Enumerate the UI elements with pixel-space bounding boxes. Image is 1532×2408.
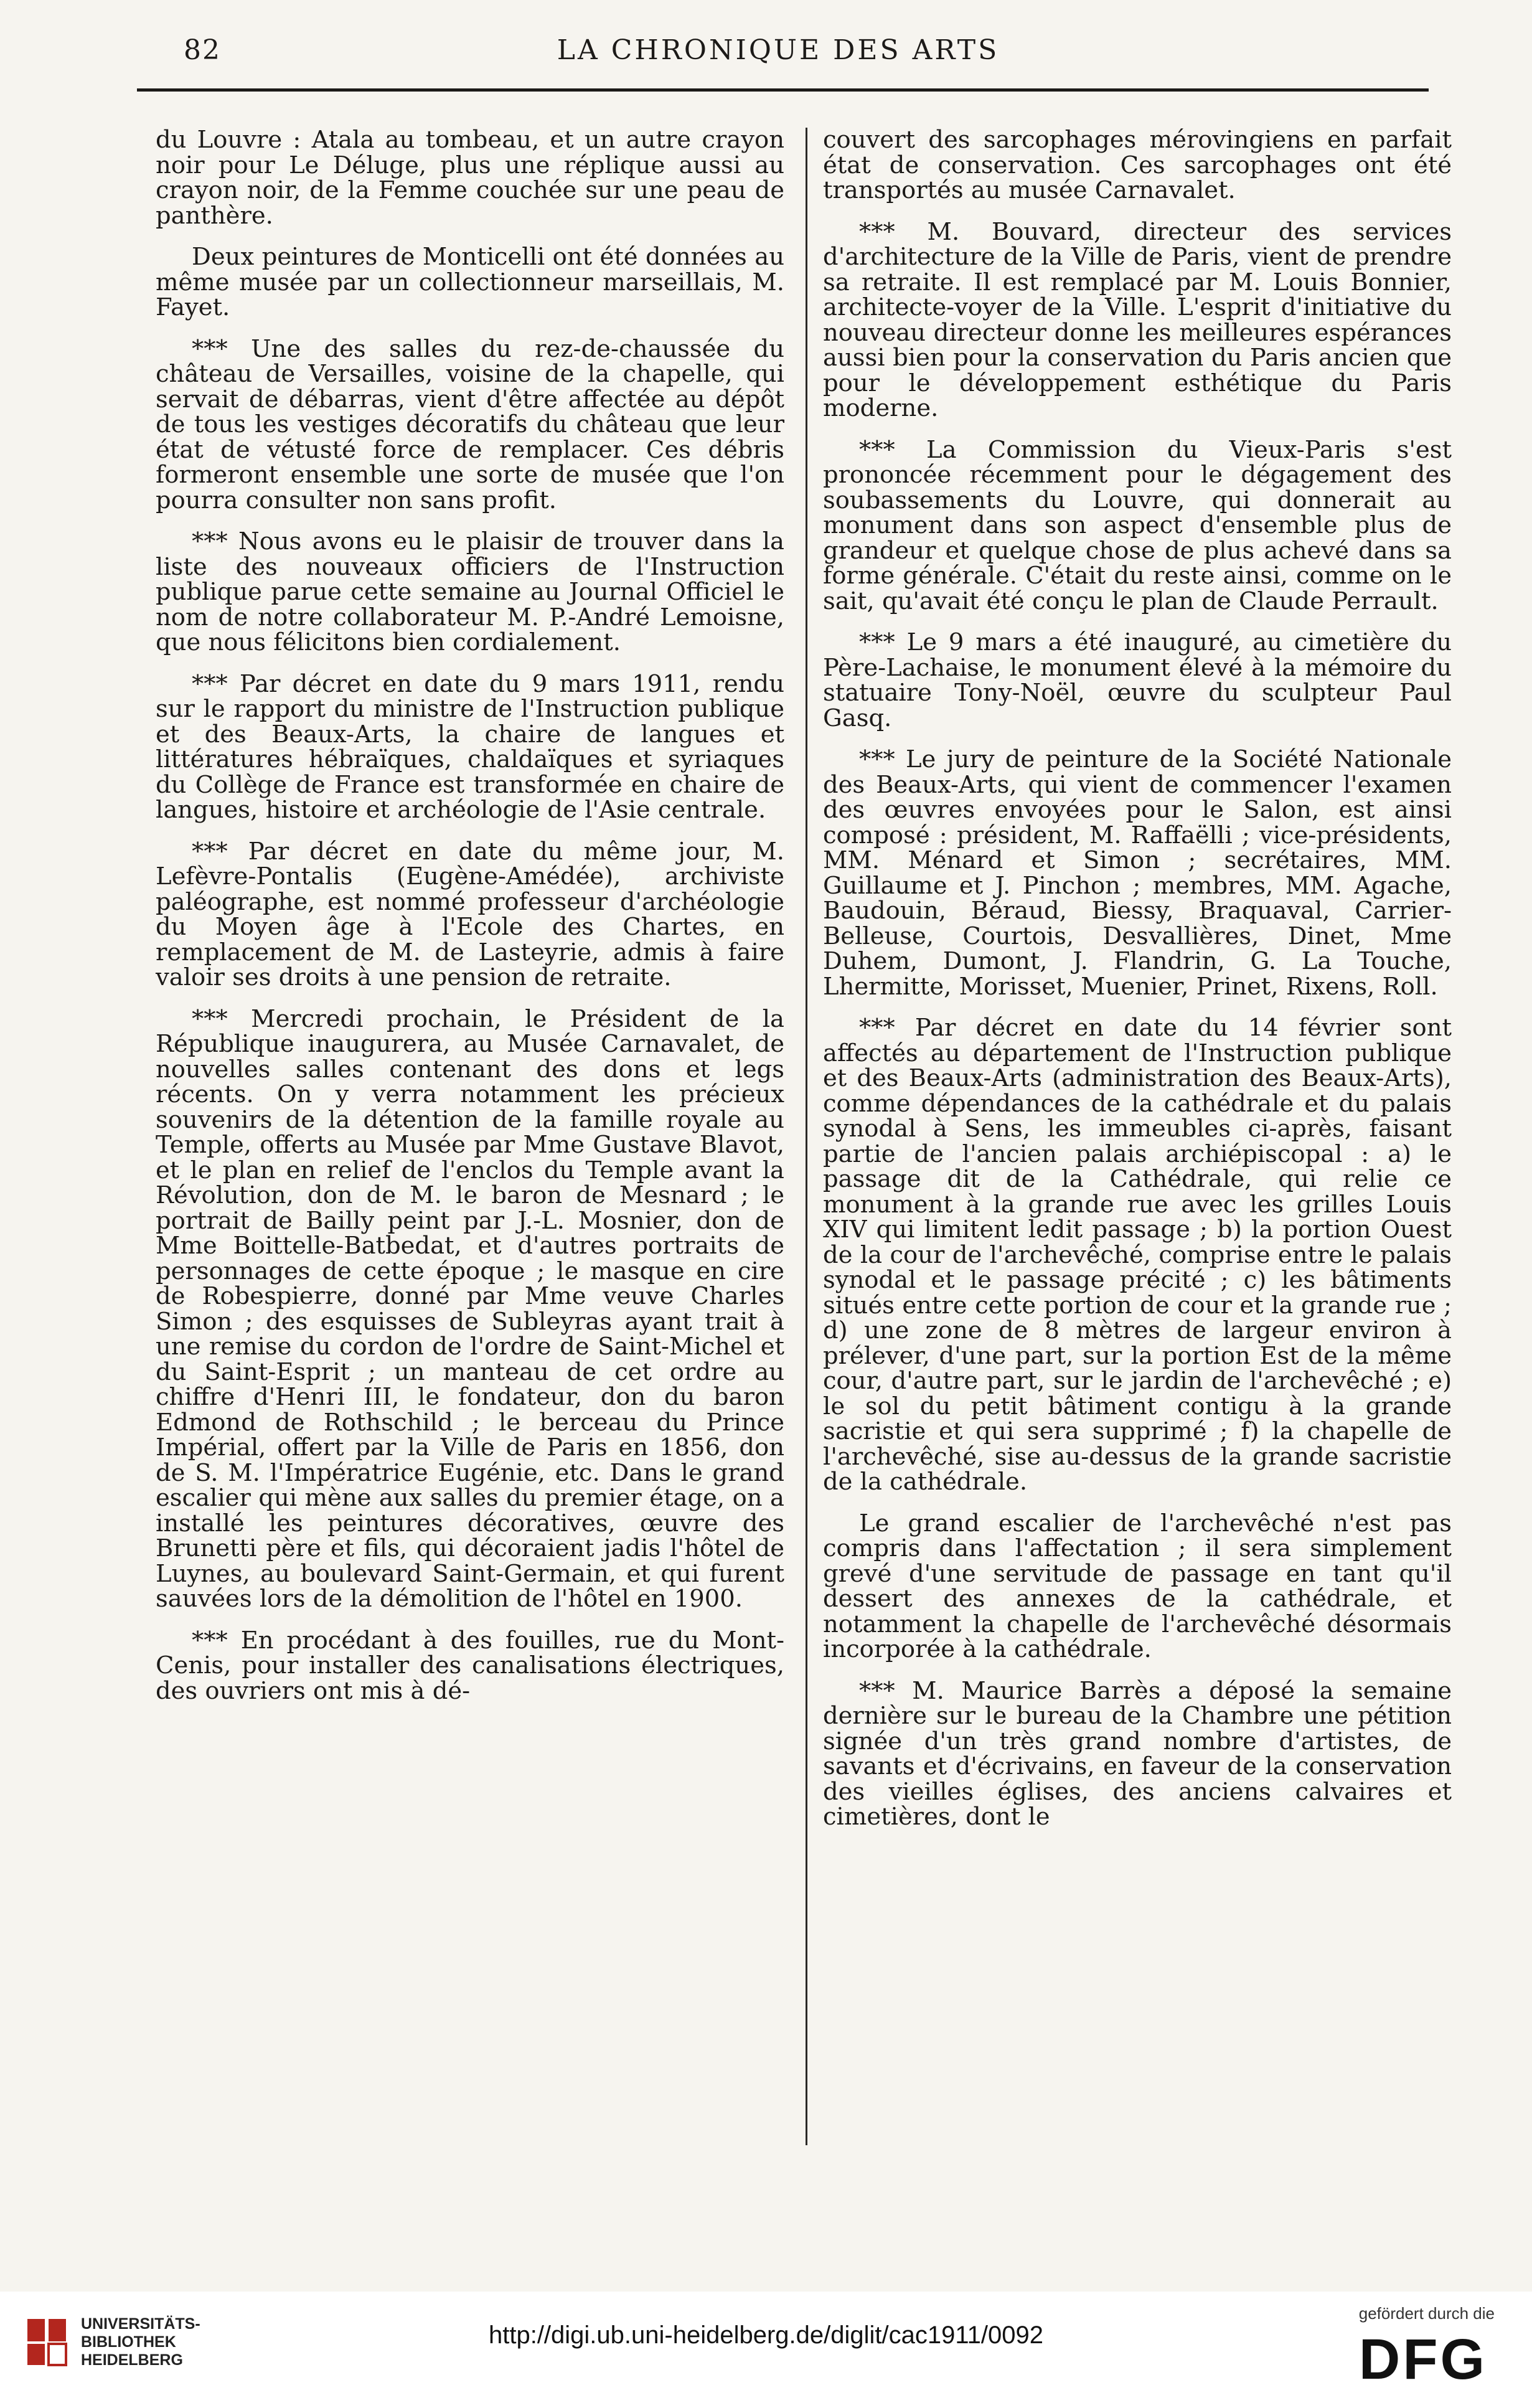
paragraph: *** Par décret en date du 14 février sont affectés au département de l'Instruction publique et des Beaux-Arts (administration des Beaux-Arts), comme dépendances de la cathédrale et du palais synodal à Sens, les immeubles ci-après, faisant partie de l'ancien palais archiépiscopal : a) le passage dit de la Cathédrale, qui relie ce monument à la grande rue avec les grilles Louis XIV qui limitent ledit passage ; b) la portion Ouest de la cour de l'archevêché, comprise entre le palais synodal et le passage précité ; c) les bâtiments situés entre cette portion de cour et la grande rue ; d) une zone de 8 mètres de largeur environ à prélever, d'une part, sur la portion Est de la même cour, d'autre part, sur le jardin de l'archevêché ; e) le sol du petit bâtiment contigu à la grande sacristie et qui sera supprimé ; f) la chapelle de l'archevêché, sise au-dessus de la grande sacristie de la cathédrale. [823,1014,1452,1496]
library-name-line: HEIDELBERG [81,2351,183,2369]
library-name-line: UNIVERSITÄTS- [81,2315,200,2333]
dfg-logo-text: DFG [1358,2330,1488,2386]
running-title: LA CHRONIQUE DES ARTS [557,34,1000,66]
paragraph: *** Par décret en date du même jour, M. Lefèvre-Pontalis (Eugène-Amédée), archiviste paléographe, est nommé professeur d'archéologie du Moyen âge à l'Ecole des Chartes, en remplacement de M. de Lasteyrie, admis à faire valoir ses droits à une pension de retraite. [156,837,784,991]
paragraph: *** Une des salles du rez-de-chaussée du château de Versailles, voisine de la chapelle, qui servait de débarras, vient d'être affectée au dépôt de tous les vestiges décoratifs du château que leur état de vétusté force de remplacer. Ces débris formeront ensemble une sorte de musée que l'on pourra consulter non sans profit. [156,334,784,514]
paragraph: *** Nous avons eu le plaisir de trouver dans la liste des nouveaux officiers de l'Instruction publique parue cette semaine au Journal Officiel le nom de notre collaborateur M. P.-André Lemoisne, que nous félicitons bien cordialement. [156,527,784,656]
paragraph: couvert des sarcophages mérovingiens en parfait état de conservation. Ces sarcophages ont été transportés au musée Carnavalet. [823,126,1452,204]
header-rule [137,88,1429,92]
dfg-logo-icon [1351,2330,1495,2386]
permalink-url[interactable]: http://digi.ub.uni-heidelberg.de/diglit/cac1911/0092 [488,2321,1043,2349]
digitization-footer [0,2292,1532,2408]
page-header [137,34,1419,84]
paragraph: *** La Commission du Vieux-Paris s'est prononcée récemment pour le dégagement des soubassements du Louvre, qui donnerait au monument dans son aspect d'ensemble plus de grandeur et quelque chose de plus achevé dans sa forme générale. C'était du reste ainsi, comme on le sait, qu'avait été conçu le plan de Claude Perrault. [823,435,1452,615]
paragraph: *** M. Bouvard, directeur des services d'architecture de la Ville de Paris, vient de prendre sa retraite. Il est remplacé par M. Louis Bonnier, architecte-voyer de la Ville. L'esprit d'initiative du nouveau directeur donne les meilleures espérances aussi bien pour la conservation du Paris ancien que pour le développement esthétique du Paris moderne. [823,217,1452,422]
paragraph: du Louvre : Atala au tombeau, et un autre crayon noir pour Le Déluge, plus une réplique aussi au crayon noir, de la Femme couchée sur une peau de panthère. [156,126,784,230]
right-column [823,128,1452,1830]
page-number: 82 [184,34,221,66]
paragraph: *** En procédant à des fouilles, rue du Mont-Cenis, pour installer des canalisations électriques, des ouvriers ont mis à dé- [156,1626,784,1705]
paragraph: *** Le jury de peinture de la Société Nationale des Beaux-Arts, qui vient de commencer l'examen des œuvres envoyées pour le Salon, est ainsi composé : président, M. Raffaëlli ; vice-présidents, MM. Ménard et Simon ; secrétaires, MM. Guillaume et J. Pinchon ; membres, MM. Agache, Baudouin, Béraud, Biessy, Braquaval, Carrier-Belleuse, Courtois, Desvallières, Dinet, Mme Duhem, Dumont, J. Flandrin, G. La Touche, Lhermitte, Morisset, Muenier, Prinet, Rixens, Roll. [823,745,1452,1001]
paragraph: Le grand escalier de l'archevêché n'est pas compris dans l'affectation ; il sera simplement grevé d'une servitude de passage en tant qu'il dessert des annexes de la cathédrale, et notamment la chapelle de l'archevêché désormais incorporée à la cathédrale. [823,1509,1452,1663]
paragraph: *** Par décret en date du 9 mars 1911, rendu sur le rapport du ministre de l'Instruction publique et des Beaux-Arts, la chaire de langues et littératures hébraïques, chaldaïques et syriaques du Collège de France est transformée en chaire de langues, histoire et archéologie de l'Asie centrale. [156,669,784,824]
paragraph: *** Le 9 mars a été inauguré, au cimetière du Père-Lachaise, le monument élevé à la mémoire du statuaire Tony-Noël, œuvre du sculpteur Paul Gasq. [823,628,1452,732]
paragraph: *** M. Maurice Barrès a déposé la semaine dernière sur le bureau de la Chambre une pétition signée d'un très grand nombre d'artistes, de savants et d'écrivains, en faveur de la conservation des vieilles églises, des anciens calvaires et cimetières, dont le [823,1676,1452,1831]
funded-by-label: gefördert durch die [1358,2304,1495,2323]
paragraph: *** Mercredi prochain, le Président de la République inaugurera, au Musée Carnavalet, de nouvelles salles contenant des dons et legs récents. On y verra notamment les précieux souvenirs de la détention de la famille royale au Temple, offerts au Musée par Mme Gustave Blavot, et le plan en relief de l'enclos du Temple avant la Révolution, don de M. le baron de Mesnard ; le portrait de Bailly peint par J.-L. Mosnier, don de Mme Boittelle-Batbedat, et d'autres portraits de personnages de cette époque ; le masque en cire de Robespierre, donné par Mme veuve Charles Simon ; des esquisses de Subleyras ayant trait à une remise du cordon de l'ordre de Saint-Michel et du Saint-Esprit ; un manteau de cet ordre au chiffre d'Henri III, le fondateur, don du baron Edmond de Rothschild ; le berceau du Prince Impérial, offert par la Ville de Paris en 1856, don de S. M. l'Impératrice Eugénie, etc. Dans le grand escalier qui mène aux salles du premier étage, on a installé les peintures décoratives, œuvre des Brunetti père et fils, qui décoraient jadis l'hôtel de Luynes, au boulevard Saint-Germain, et qui furent sauvées lors de la démolition de l'hôtel en 1900. [156,1004,784,1613]
left-column [156,128,784,1704]
library-name-line: BIBLIOTHEK [81,2333,176,2351]
paragraph: Deux peintures de Monticelli ont été données au même musée par un collectionneur marseillais, M. Fayet. [156,243,784,321]
column-divider [806,128,807,2145]
